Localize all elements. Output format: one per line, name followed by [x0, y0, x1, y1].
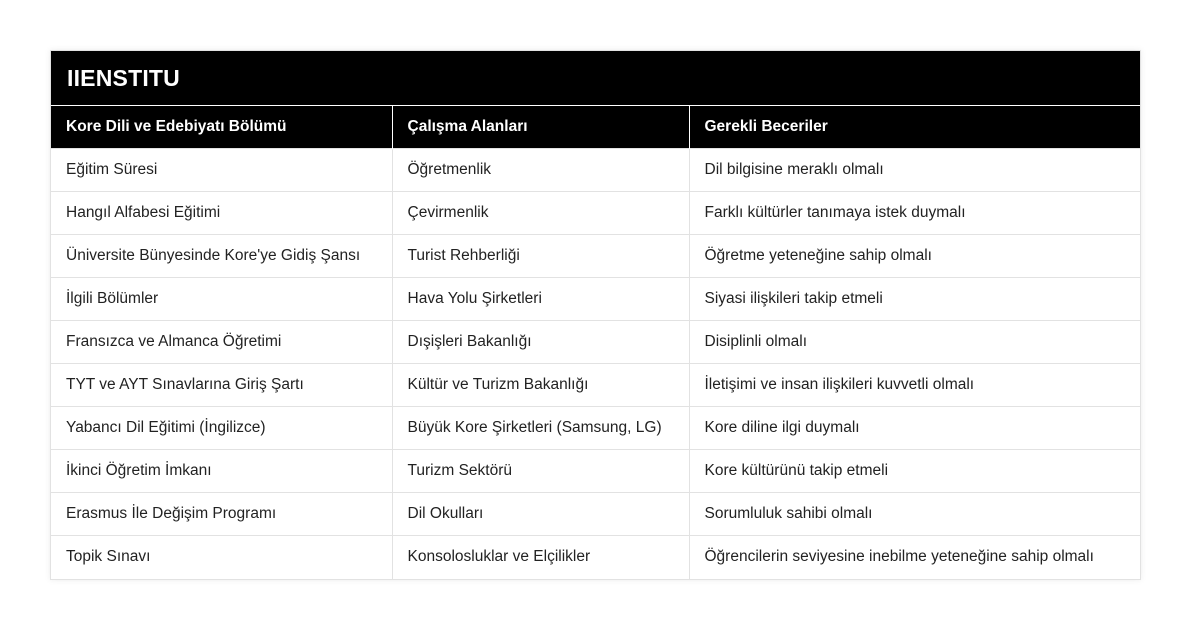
table-cell: Kore kültürünü takip etmeli — [689, 450, 1140, 493]
info-table — [51, 105, 1140, 579]
table-cell: Kore diline ilgi duymalı — [689, 407, 1140, 450]
table-cell: İletişimi ve insan ilişkileri kuvvetli olmalı — [689, 364, 1140, 407]
table-cell: Öğretmenlik — [392, 149, 689, 192]
table-cell: Farklı kültürler tanımaya istek duymalı — [689, 192, 1140, 235]
table-cell: Dil bilgisine meraklı olmalı — [689, 149, 1140, 192]
table-row — [51, 235, 1140, 278]
table-cell: TYT ve AYT Sınavlarına Giriş Şartı — [51, 364, 392, 407]
table-cell: Erasmus İle Değişim Programı — [51, 493, 392, 536]
table-row — [51, 450, 1140, 493]
brand-title: IIENSTITU — [51, 51, 1140, 105]
table-cell: Turist Rehberliği — [392, 235, 689, 278]
table-row — [51, 149, 1140, 192]
table-cell: Turizm Sektörü — [392, 450, 689, 493]
table-cell: Kültür ve Turizm Bakanlığı — [392, 364, 689, 407]
table-row — [51, 364, 1140, 407]
table-cell: Hava Yolu Şirketleri — [392, 278, 689, 321]
table-cell: Konsolosluklar ve Elçilikler — [392, 536, 689, 579]
table-row — [51, 192, 1140, 235]
table-cell: Topik Sınavı — [51, 536, 392, 579]
table-cell: Çevirmenlik — [392, 192, 689, 235]
table-row — [51, 493, 1140, 536]
table-row — [51, 278, 1140, 321]
table-header-row — [51, 106, 1140, 149]
table-cell: İkinci Öğretim İmkanı — [51, 450, 392, 493]
column-header-department: Kore Dili ve Edebiyatı Bölümü — [51, 106, 392, 149]
table-cell: Siyasi ilişkileri takip etmeli — [689, 278, 1140, 321]
column-header-required-skills: Gerekli Beceriler — [689, 106, 1140, 149]
table-cell: Dil Okulları — [392, 493, 689, 536]
table-cell: Fransızca ve Almanca Öğretimi — [51, 321, 392, 364]
table-cell: Üniversite Bünyesinde Kore'ye Gidiş Şansı — [51, 235, 392, 278]
table-cell: Öğretme yeteneğine sahip olmalı — [689, 235, 1140, 278]
table-cell: İlgili Bölümler — [51, 278, 392, 321]
column-header-work-areas: Çalışma Alanları — [392, 106, 689, 149]
table-cell: Disiplinli olmalı — [689, 321, 1140, 364]
table-cell: Dışişleri Bakanlığı — [392, 321, 689, 364]
table-row — [51, 536, 1140, 579]
table-cell: Hangıl Alfabesi Eğitimi — [51, 192, 392, 235]
table-cell: Öğrencilerin seviyesine inebilme yeteneğine sahip olmalı — [689, 536, 1140, 579]
table-cell: Sorumluluk sahibi olmalı — [689, 493, 1140, 536]
table-cell: Yabancı Dil Eğitimi (İngilizce) — [51, 407, 392, 450]
table-cell: Büyük Kore Şirketleri (Samsung, LG) — [392, 407, 689, 450]
table-cell: Eğitim Süresi — [51, 149, 392, 192]
table-row — [51, 407, 1140, 450]
info-table-card — [50, 50, 1141, 580]
table-row — [51, 321, 1140, 364]
